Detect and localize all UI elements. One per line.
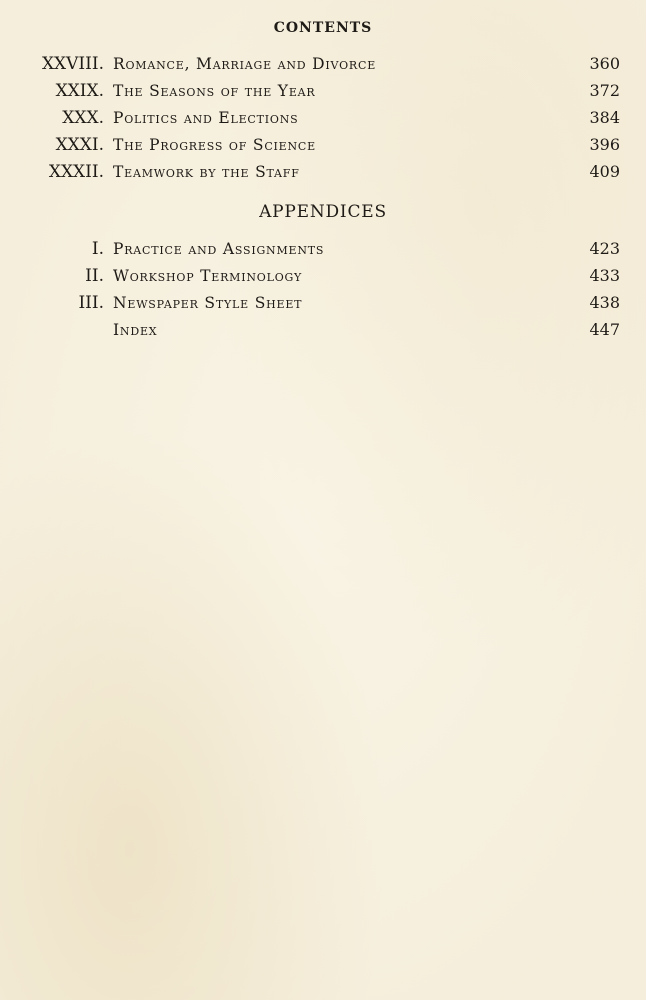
chapter-title: Teamwork by the Staff <box>113 163 300 181</box>
toc-entry <box>0 293 646 320</box>
appendix-number: II. <box>85 266 104 286</box>
toc-entry <box>0 266 646 293</box>
appendix-number: I. <box>91 239 104 259</box>
toc-entry <box>0 108 646 135</box>
chapter-number: XXIX. <box>55 81 104 101</box>
appendices-heading: APPENDICES <box>259 202 387 222</box>
page-number: 438 <box>589 293 620 312</box>
appendix-title: Workshop Terminology <box>113 267 303 285</box>
chapter-title: The Seasons of the Year <box>113 82 316 100</box>
chapter-title: The Progress of Science <box>113 136 316 154</box>
appendix-title: Practice and Assignments <box>113 240 325 258</box>
page-number: 360 <box>589 54 620 73</box>
page-number: 372 <box>589 81 620 100</box>
page-number: 423 <box>589 239 620 258</box>
chapter-number: XXVIII. <box>41 54 104 74</box>
toc-entry <box>0 162 646 189</box>
page-number: 384 <box>589 108 620 127</box>
appendix-title: Index <box>113 321 158 339</box>
page-number: 447 <box>589 320 620 339</box>
page-number: 433 <box>589 266 620 285</box>
page-number: 396 <box>589 135 620 154</box>
page-number: 409 <box>589 162 620 181</box>
toc-entry <box>0 239 646 266</box>
toc-entry <box>0 320 646 347</box>
chapter-number: XXXI. <box>55 135 104 155</box>
toc-entry <box>0 54 646 81</box>
chapter-title: Politics and Elections <box>113 109 299 127</box>
toc-entry <box>0 81 646 108</box>
appendix-title: Newspaper Style Sheet <box>113 294 303 312</box>
chapter-number: XXXII. <box>48 162 104 182</box>
chapter-number: XXX. <box>62 108 104 128</box>
appendix-number: III. <box>78 293 104 313</box>
chapter-title: Romance, Marriage and Divorce <box>113 55 377 73</box>
contents-heading: CONTENTS <box>273 20 373 36</box>
toc-entry <box>0 135 646 162</box>
